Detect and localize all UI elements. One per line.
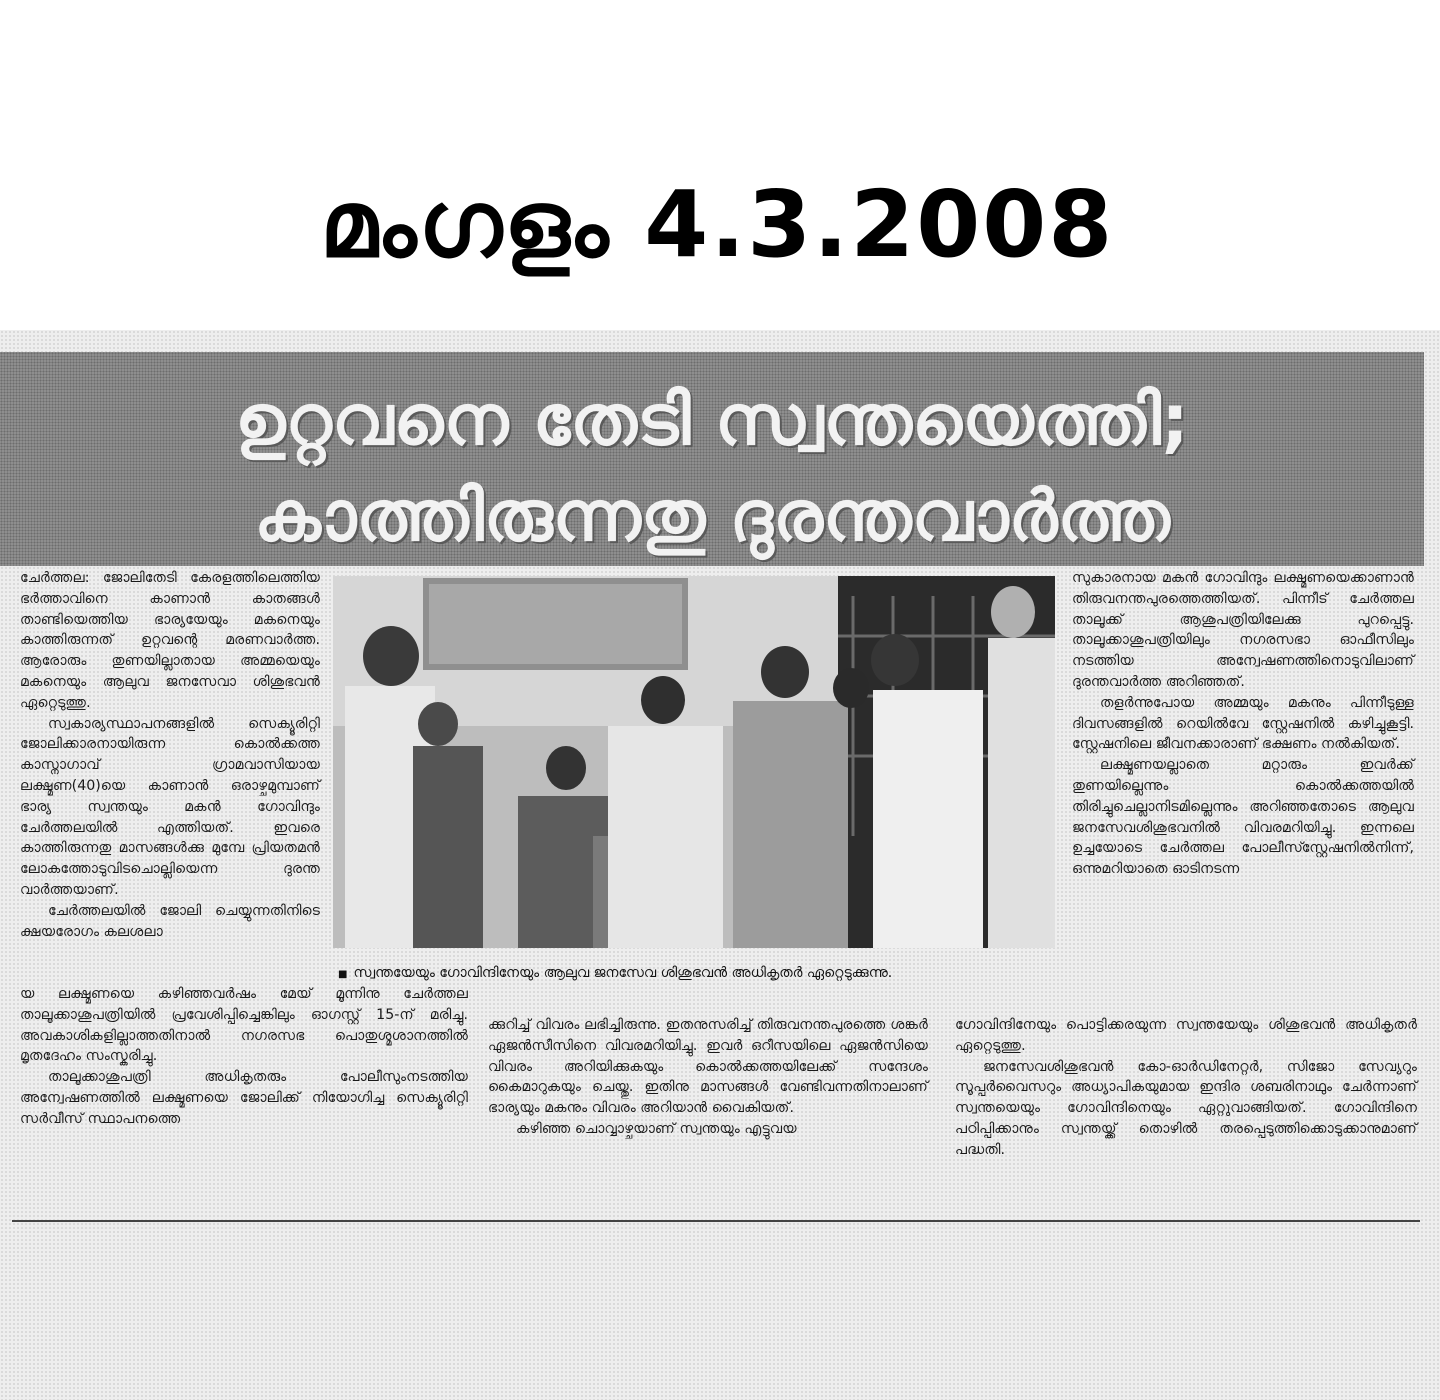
masthead-date: മംഗളം 4.3.2008 [320,171,1115,278]
article-column-1-continued [20,984,468,1130]
bottom-rule [12,1220,1420,1222]
paragraph: കഴിഞ്ഞ ചൊവ്വാഴ്ചയാണ് സ്വന്തയും എട്ടുവയ [516,1120,797,1137]
paragraph: ചേർത്തല: ജോലിതേടി കേരളത്തിലെത്തിയ ഭർത്താവിനെ കാണാൻ കാതങ്ങൾ താണ്ടിയെത്തിയ ഭാര്യയേയും മകനെയും കാത്തിരുന്നത് ഉറ്റവന്റെ മരണവാർത്ത. ആരോരും തുണയില്ലാതായ അമ്മയെയും മകനെയും ആലുവ ജനസേവാ ശിശുഭവൻ ഏറ്റെടുത്തു. [20,570,320,711]
photo-illustration [333,576,1055,948]
headline-line-2: കാത്തിരുന്നതു ദുരന്തവാർത്ത [254,475,1170,557]
article-column-4 [955,1015,1417,1161]
article-column-5 [1072,568,1414,880]
paragraph: താലൂക്കാശുപത്രി അധികൃതരും പോലീസുംനടത്തിയ അന്വേഷണത്തിൽ ലക്ഷ്മണയെ ജോലിക്ക് നിയോഗിച്ച സെക്യൂരിറ്റി സർവീസ് സ്ഥാപനത്തെ [20,1069,468,1127]
article-column-3 [488,1015,928,1140]
article-column-1 [20,568,320,942]
paragraph: ക്കുറിച്ച് വിവരം ലഭിച്ചിരുന്നു. ഇതനുസരിച്ച് തിരുവനന്തപുരത്തെ ശങ്കർ ഏജൻസീസിനെ വിവരമറിയിച്ചു. ഇവർ ഒറീസയിലെ ഏജൻസിയെ വിവരം അറിയിക്കുകയും കൊൽക്കത്തയിലേക്ക് സന്ദേശം കൈമാറുകയും ചെയ്തു. ഇതിനു മാസങ്ങൾ വേണ്ടിവന്നതിനാലാണ് ഭാര്യയും മകനും വിവരം അറിയാൻ വൈകിയത്. [488,1017,928,1117]
paragraph: ചേർത്തലയിൽ ജോലി ചെയ്യുന്നതിനിടെ ക്ഷയരോഗം കലശലാ [20,902,320,940]
news-photo [333,576,1055,948]
paragraph: യ ലക്ഷ്മണയെ കഴിഞ്ഞവർഷം മേയ് മൂന്നിനു ചേർത്തല താലൂക്കാശുപത്രിയിൽ പ്രവേശിപ്പിച്ചെങ്കിലും ഓഗസ്റ്റ് 15-ന് മരിച്ചു. അവകാശികളില്ലാത്തതിനാൽ നഗരസഭ പൊതുശ്മശാനത്തിൽ മൃതദേഹം സംസ്കരിച്ചു. [20,986,468,1065]
photo-caption [338,962,1068,986]
caption-text: സ്വന്തയേയും ഗോവിന്ദിനേയും ആലുവ ജനസേവ ശിശുഭവൻ അധികൃതർ ഏറ്റെടുക്കുന്നു. [353,965,893,981]
paragraph: ഗോവിന്ദിനേയും പൊട്ടിക്കരയുന്ന സ്വന്തയേയും ശിശുഭവൻ അധികൃതർ ഏറ്റെടുത്തു. [955,1017,1417,1054]
headline-line-1: ഉറ്റവനെ തേടി സ്വന്തയെത്തി; [234,379,1190,461]
paragraph: തളർന്നുപോയ അമ്മയും മകനും പിന്നീടുള്ള ദിവസങ്ങളിൽ റെയിൽവേ സ്റ്റേഷനിൽ കഴിച്ചുകൂട്ടി. സ്റ്റേഷനിലെ ജീവനക്കാരാണ് ഭക്ഷണം നൽകിയത്. [1072,694,1414,753]
paragraph: ജനസേവശിശുഭവൻ കോ-ഓർഡിനേറ്റർ, സിജോ സേവ്യറും സൂപ്പർവൈസറും അധ്യാപികയുമായ ഇന്ദിര ശബരിനാഥും ചേർന്നാണ് സ്വന്തയെയും ഗോവിന്ദിനെയും ഏറ്റുവാങ്ങിയത്. ഗോവിന്ദിനെ പഠിപ്പിക്കാനും സ്വന്തയ്ക്ക് തൊഴിൽ തരപ്പെടുത്തിക്കൊടുക്കാനുമാണ് പദ്ധതി. [955,1058,1417,1158]
paragraph: സ്വകാര്യസ്ഥാപനങ്ങളിൽ സെക്യൂരിറ്റി ജോലിക്കാരനായിരുന്ന കൊൽക്കത്ത കാസ്നാഗാവ് ഗ്രാമവാസിയായ ലക്ഷ്മണ(40)യെ കാണാൻ ഒരാഴ്ചമുമ്പാണ് ഭാര്യ സ്വന്തയും മകൻ ഗോവിന്ദും ചേർത്തലയിൽ എത്തിയത്. ഇവരെ കാത്തിരുന്നതു മാസങ്ങൾക്കു മുമ്പേ പ്രിയതമൻ ലോകത്തോടുവിടചൊല്ലിയെന്ന ദുരന്ത വാർത്തയാണ്. [20,715,320,898]
bullet-icon: ■ [338,969,348,980]
paragraph: സുകാരനായ മകൻ ഗോവിന്ദും ലക്ഷ്മണയെക്കാണാൻ തിരുവനന്തപുരത്തെത്തിയത്. പിന്നീട് ചേർത്തല താലൂക്ക് ആശുപത്രിയിലേക്കു പുറപ്പെട്ടു. താലൂക്കാശുപത്രിയിലും നഗരസഭാ ഓഫീസിലും നടത്തിയ അന്വേഷണത്തിനൊടുവിലാണ് ദുരന്തവാർത്ത അറിഞ്ഞത്. [1072,570,1414,690]
paragraph: ലക്ഷ്മണയല്ലാതെ മറ്റാരും ഇവർക്ക് തുണയില്ലെന്നും കൊൽക്കത്തയിൽ തിരിച്ചുചെല്ലാനിടമില്ലെന്നും അറിഞ്ഞതോടെ ആലുവ ജനസേവശിശുഭവനിൽ വിവരമറിയിച്ചു. ഇന്നലെ ഉച്ചയോടെ ചേർത്തല പോലീസ്സ്റ്റേഷനിൽനിന്ന്, ഒന്നുമറിയാതെ ഓടിനടന്ന [1072,757,1414,878]
